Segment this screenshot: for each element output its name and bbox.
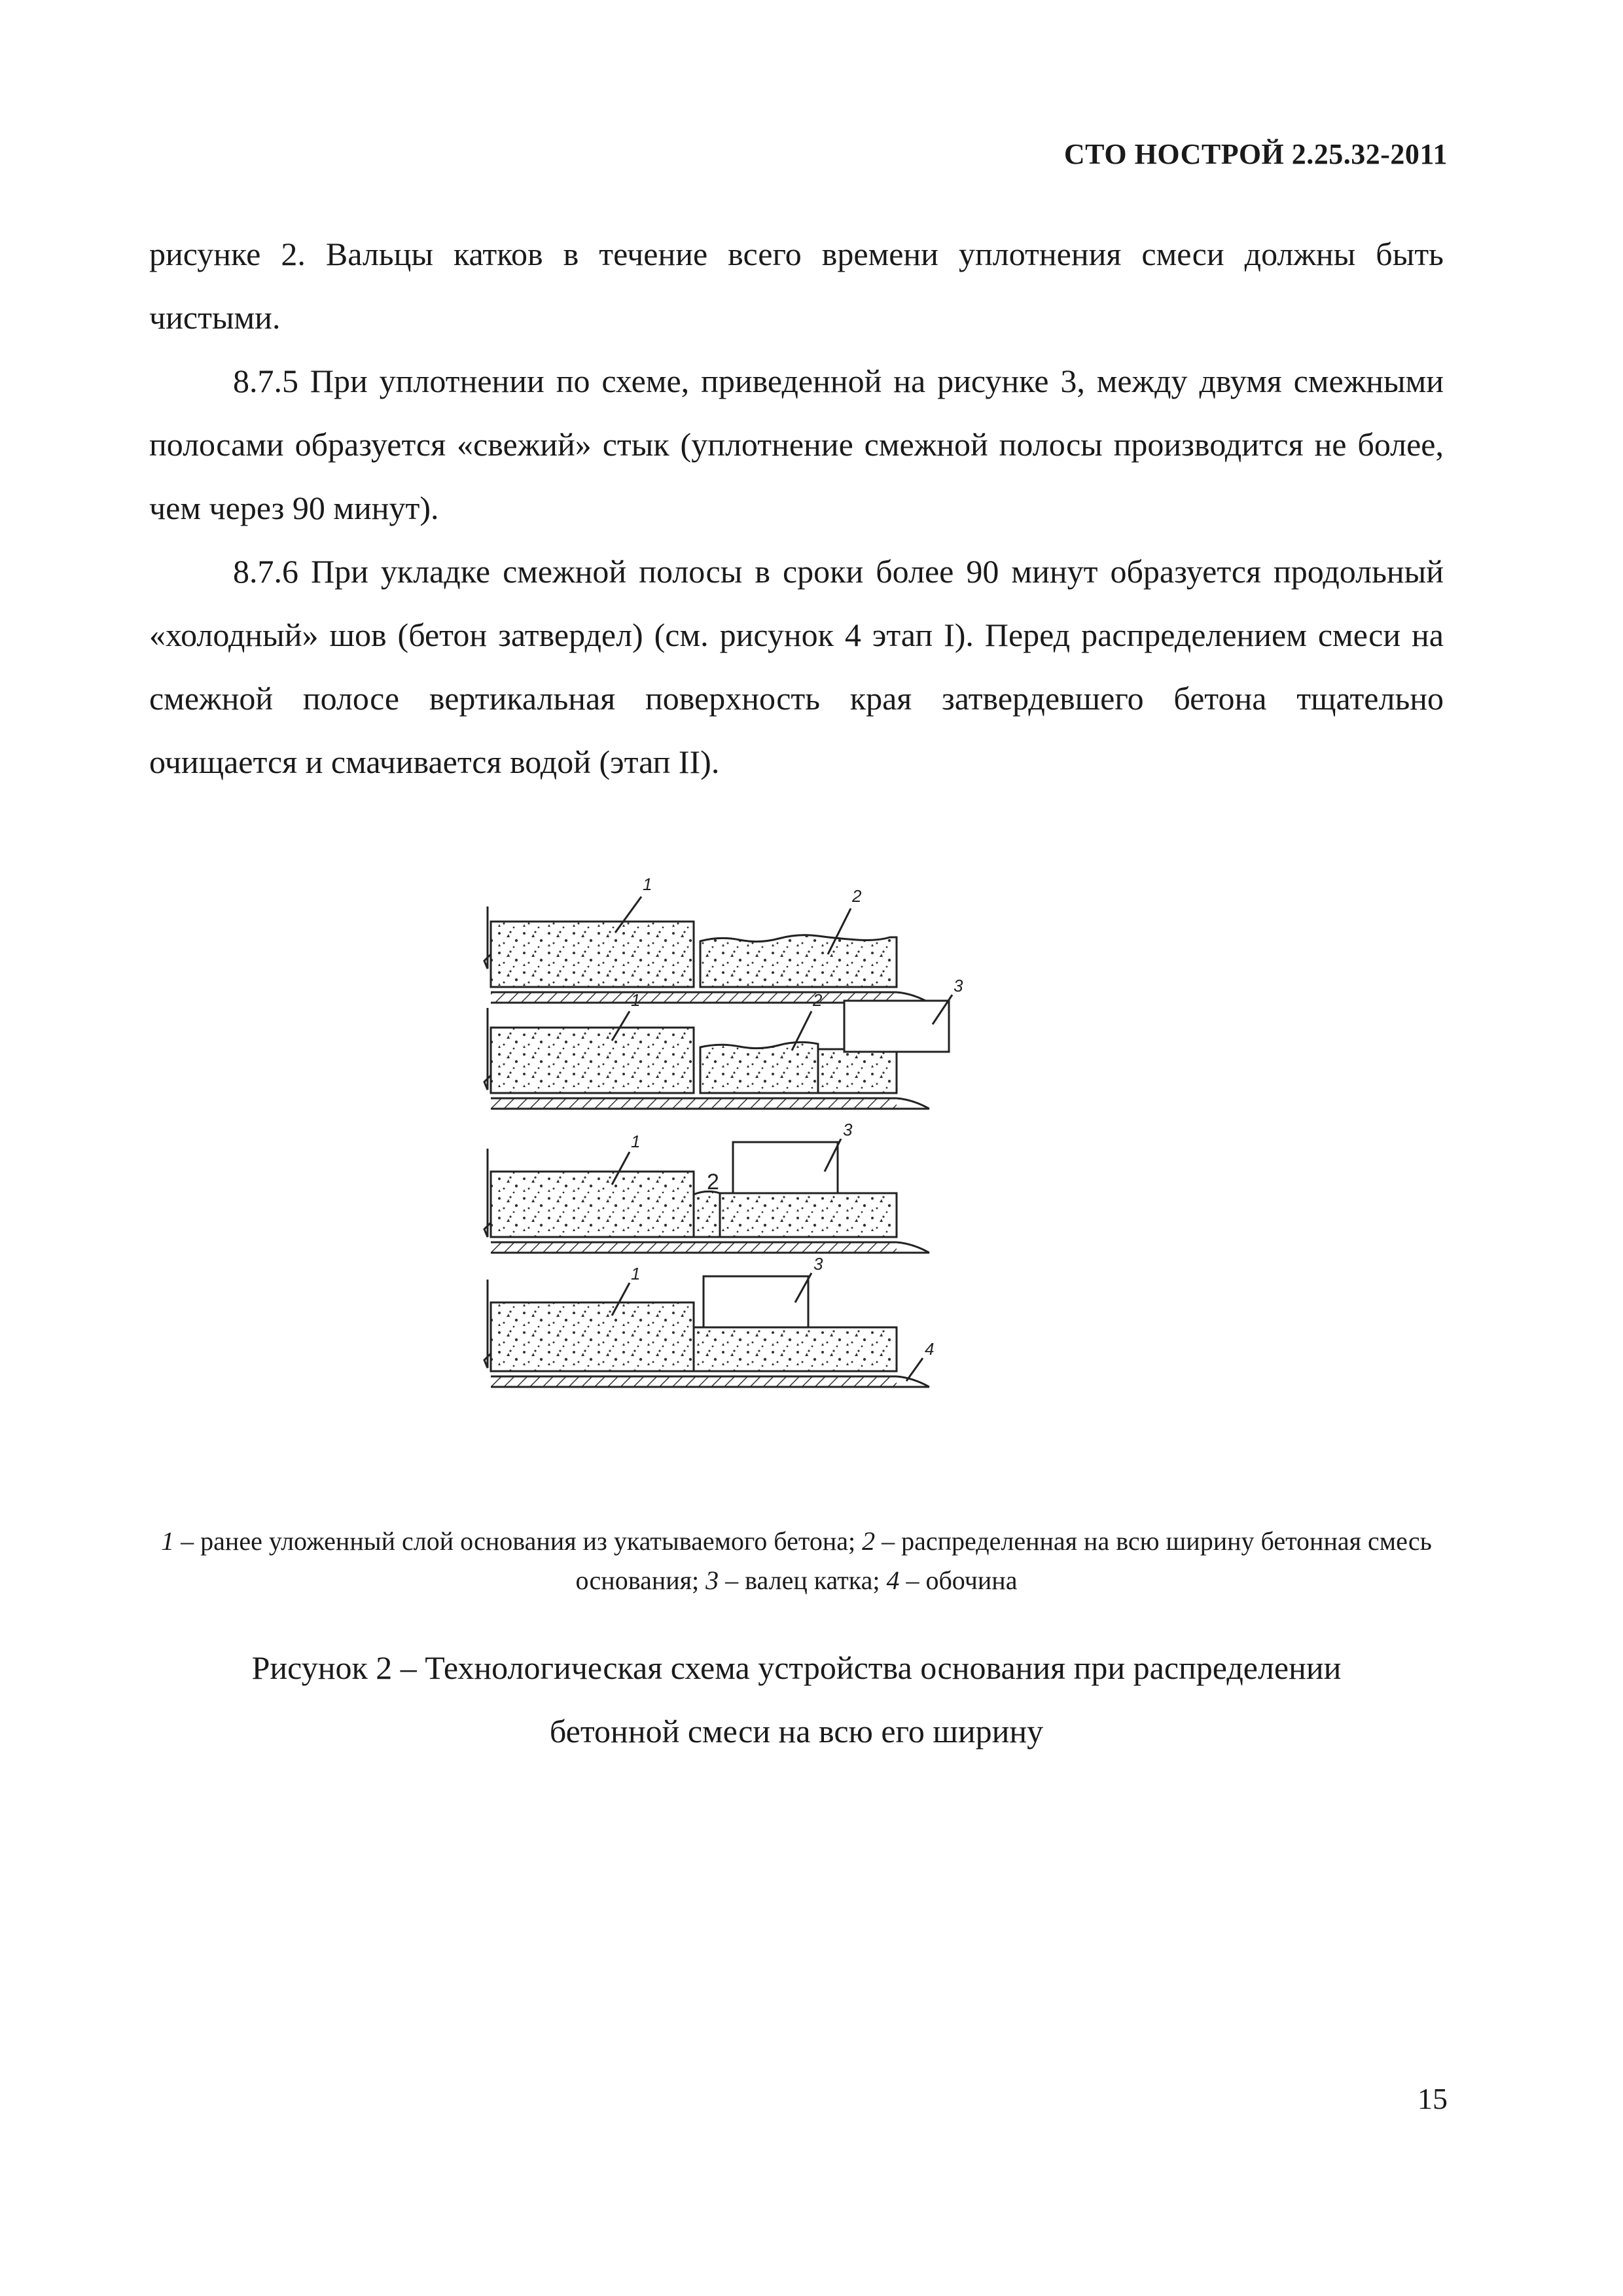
legend-text-3: – валец катка; xyxy=(719,1566,887,1595)
paragraph-8-7-6: 8.7.6 При укладке смежной полосы в сроки более 90 минут образуется продольный «холодный» шов (бетон затвердел) (см. рисунок 4 этап I). Перед распределением смеси на смежной полосе вертикальная поверхность края затвердевшего бетона тщательно очищается и смачивается водой (этап II). xyxy=(149,553,1444,780)
callout-1-label: 1 xyxy=(631,1264,641,1283)
figure-caption xyxy=(149,1636,1444,1763)
callout-1-label: 1 xyxy=(643,874,652,894)
callout-2-label: 2 xyxy=(813,990,823,1010)
page-number: 15 xyxy=(1418,2082,1448,2115)
callout-3-label: 3 xyxy=(954,976,963,996)
caption-line-2: бетонной смеси на всю его ширину xyxy=(549,1713,1044,1749)
legend-num-2: 2 xyxy=(862,1526,876,1556)
callout-3-label: 3 xyxy=(813,1254,823,1274)
stage-1 xyxy=(484,874,929,1003)
callout-3-label: 3 xyxy=(843,1120,853,1139)
legend-text-4: – обочина xyxy=(899,1566,1018,1595)
document-code-header: СТО НОСТРОЙ 2.25.32-2011 xyxy=(1063,138,1448,170)
scheme-drawing xyxy=(471,870,1086,1460)
stage-3 xyxy=(484,1120,929,1253)
stage-4 xyxy=(484,1254,934,1387)
legend-text-2: – распределенная на всю ширину бетонная смесь основания; xyxy=(575,1526,1432,1595)
legend-num-1: 1 xyxy=(161,1526,175,1556)
body-text xyxy=(149,223,1444,794)
legend-num-3: 3 xyxy=(705,1566,719,1595)
callout-2-label: 2 xyxy=(707,1170,719,1194)
technological-scheme-figure xyxy=(471,870,1086,1460)
paragraph-continuation: рисунке 2. Вальцы катков в течение всего времени уплотнения смеси должны быть чистыми. xyxy=(149,236,1444,336)
callout-1-label: 1 xyxy=(631,1132,641,1151)
caption-line-1: Рисунок 2 – Технологическая схема устройства основания при распределении xyxy=(251,1649,1342,1686)
legend-text-1: – ранее уложенный слой основания из укатываемого бетона; xyxy=(174,1526,863,1556)
paragraph-8-7-5: 8.7.5 При уплотнении по схеме, приведенной на рисунке 3, между двумя смежными полосами образуется «свежий» стык (уплотнение смежной полосы производится не более, чем через 90 минут). xyxy=(149,363,1444,526)
legend-num-4: 4 xyxy=(886,1566,900,1595)
callout-2-label: 2 xyxy=(852,886,862,906)
callout-4-label: 4 xyxy=(925,1339,935,1359)
callout-1-label: 1 xyxy=(631,990,641,1010)
figure-legend xyxy=(149,1522,1444,1600)
